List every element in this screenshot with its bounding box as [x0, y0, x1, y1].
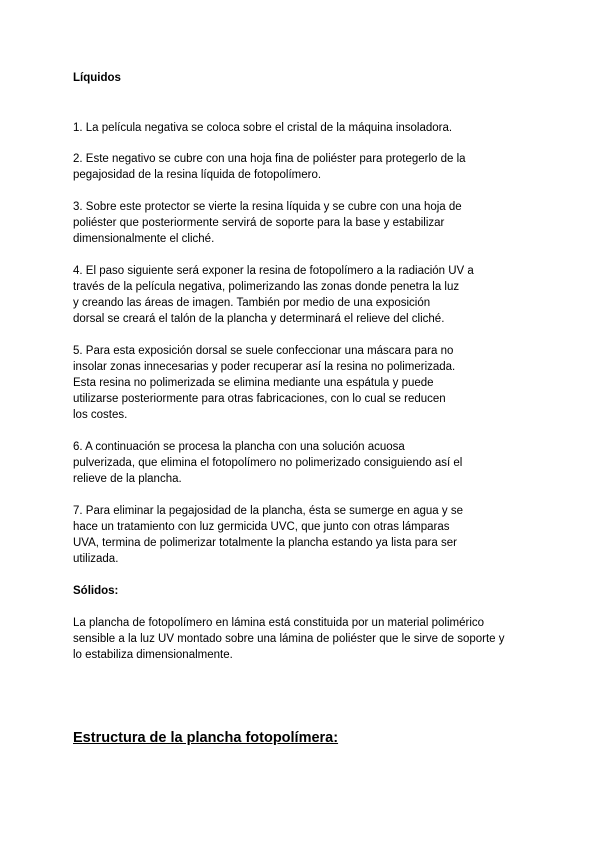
heading-liquidos: Líquidos [73, 72, 121, 84]
paragraph-step-2: 2. Este negativo se cubre con una hoja fina de poliéster para protegerlo de la pegajosidad de la resina líquida de fotopolímero. [73, 153, 466, 181]
paragraph-step-1: 1. La película negativa se coloca sobre el cristal de la máquina insoladora. [73, 122, 453, 134]
paragraph-step-7: 7. Para eliminar la pegajosidad de la plancha, ésta se sumerge en agua y se hace un tratamiento con luz germicida UVC, que junto con otras lámparas UVA, termina de polimerizar totalmente la plancha estando ya lista para ser utilizada. [73, 505, 463, 565]
paragraph-solidos: La plancha de fotopolímero en lámina está constituida por un material polimérico sensible a la luz UV montado sobre una lámina de poliéster que le sirve de soporte y lo estabiliza dimensionalmente. [73, 617, 505, 661]
heading-estructura: Estructura de la plancha fotopolímera: [73, 730, 339, 746]
heading-solidos: Sólidos: [73, 585, 119, 597]
paragraph-step-5: 5. Para esta exposición dorsal se suele confeccionar una máscara para no insolar zonas innecesarias y poder recuperar así la resina no polimerizada. Esta resina no polimerizada se elimina mediante una espátula y puede utilizarse posteriormente para otras fabricaciones, con lo cual se reducen los costes. [73, 345, 456, 421]
paragraph-step-4: 4. El paso siguiente será exponer la resina de fotopolímero a la radiación UV a través de la película negativa, polimerizando las zonas donde penetra la luz y creando las áreas de imagen. También por medio de una exposición dorsal se creará el talón de la plancha y determinará el relieve del cliché. [73, 265, 474, 325]
paragraph-step-3: 3. Sobre este protector se vierte la resina líquida y se cubre con una hoja de poliéster que posteriormente servirá de soporte para la base y estabilizar dimensionalmente el cliché. [73, 201, 462, 245]
paragraph-step-6: 6. A continuación se procesa la plancha con una solución acuosa pulverizada, que elimina el fotopolímero no polimerizado consiguiendo así el relieve de la plancha. [73, 441, 463, 485]
